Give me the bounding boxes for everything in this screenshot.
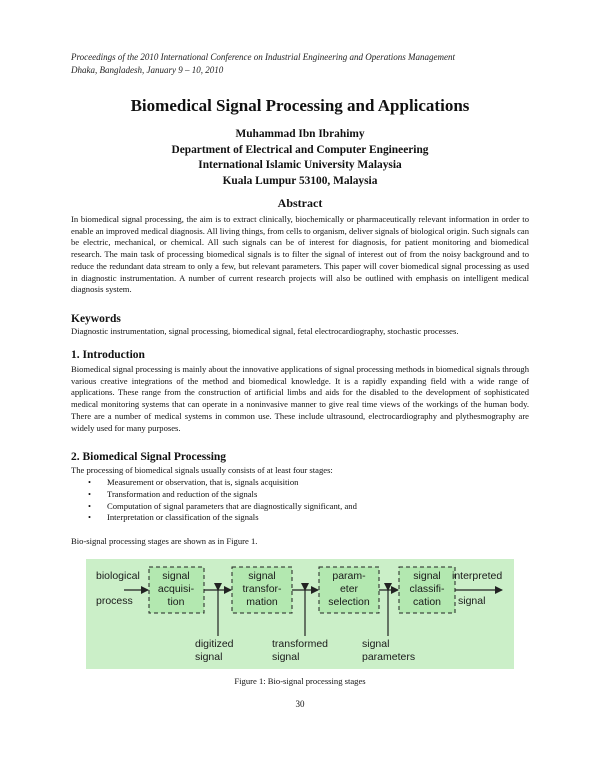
branch-label-digitized-line2: signal — [195, 651, 223, 663]
stage-box-parameter-line3: selection — [328, 596, 370, 608]
author-university: International Islamic University Malaysia — [198, 159, 402, 171]
keywords-text: Diagnostic instrumentation, signal processing, biomedical signal, fetal electrocardiography, stochastic processes. — [71, 326, 459, 336]
stage-box-acquisition-line3: tion — [167, 596, 185, 608]
output-label-line2: signal — [458, 595, 486, 607]
branch-label-parameters-line2: parameters — [362, 651, 416, 663]
list-item: • Measurement or observation, that is, signals acquisition — [107, 477, 527, 489]
abstract-heading: Abstract — [277, 196, 323, 210]
stage-box-transformation-line1: signal — [248, 570, 276, 582]
introduction-heading: 1. Introduction — [71, 349, 145, 361]
author-department: Department of Electrical and Computer Engineering — [171, 143, 429, 156]
stage-box-acquisition-line1: signal — [162, 570, 190, 582]
processing-stages-diagram — [86, 559, 514, 669]
stage-box-acquisition-line2: acquisi- — [157, 583, 195, 595]
stage-box-parameter-line2: eter — [339, 583, 359, 595]
branch-label-transformed-line2: signal — [272, 651, 300, 663]
stage-box-transformation-line3: mation — [246, 596, 278, 608]
header-line-1: Proceedings of the 2010 International Conference on Industrial Engineering and Operations Management — [71, 52, 456, 62]
stage-box-classification-line2: classifi- — [409, 583, 445, 595]
stage-box-parameter-line1: param- — [332, 570, 366, 582]
list-item: • Interpretation or classification of the signals — [107, 512, 527, 524]
list-item: • Transformation and reduction of the signals — [107, 489, 527, 501]
author-block — [0, 127, 600, 189]
list-item: • Computation of signal parameters that are diagnostically significant, and — [107, 501, 527, 513]
branch-label-digitized-line1: digitized — [195, 638, 234, 650]
section2-lead: The processing of biomedical signals usually consists of at least four stages: — [71, 465, 333, 475]
figure-1 — [86, 559, 514, 669]
branch-label-transformed-line1: transformed — [272, 638, 329, 650]
input-label-line2: process — [96, 595, 133, 607]
proceedings-header — [71, 51, 455, 76]
stage-box-classification-line1: signal — [413, 570, 441, 582]
author-address: Kuala Lumpur 53100, Malaysia — [222, 174, 378, 187]
stages-list — [71, 477, 527, 524]
section2-heading: 2. Biomedical Signal Processing — [71, 451, 227, 463]
page-number: 30 — [295, 699, 305, 709]
introduction-text: Biomedical signal processing is mainly about the innovative applications of signal processing methods in biomedical signals through various creative integrations of the method and biomedical knowledge. It is a rapidly expanding field with a wide range of applications. These range from the construction of artificial limbs and aids for the disabled to the development of sophisticated medical monitoring systems that can operate in a noninvasive manner to give real time views of the workings of the human body. There are a number of medical systems in common use. These include ultrasound, electrocardiography and plythesmography are widely used for many purposes. — [71, 364, 529, 433]
abstract-text: In biomedical signal processing, the aim is to extract clinically, biochemically or pharmaceutically relevant information in order to enable an improved medical diagnosis. All living things, from cells to organism, deliver signals of biological origin. Such signals can be electric, mechanical, or chemical. All such signals can be of interest for diagnosis, for patient monitoring and biomedical research. The main task of processing biomedical signals is to filter the signal of interest out of from the noisy background and to reduce the redundant data stream to only a few, but relevant parameters. This paper will cover biomedical signal processing as used in diagnostic instrumentation. A number of current research projects will also be outlined with emphasis on intelligent medical diagnosis system. — [71, 214, 529, 295]
input-label-line1: biological — [96, 570, 140, 582]
branch-label-parameters-line1: signal — [362, 638, 390, 650]
stage-box-classification-line3: cation — [412, 596, 442, 608]
stage-box-transformation-line2: transfor- — [242, 583, 282, 595]
author-name: Muhammad Ibn Ibrahimy — [235, 128, 365, 140]
keywords-heading: Keywords — [71, 313, 121, 325]
header-line-2: Dhaka, Bangladesh, January 9 – 10, 2010 — [71, 64, 224, 75]
paper-title: Biomedical Signal Processing and Applications — [130, 96, 470, 115]
figure-reference-text: Bio-signal processing stages are shown as in Figure 1. — [71, 536, 258, 546]
figure-caption: Figure 1: Bio-signal processing stages — [234, 676, 366, 686]
output-label-line1: interpreted — [452, 570, 503, 582]
